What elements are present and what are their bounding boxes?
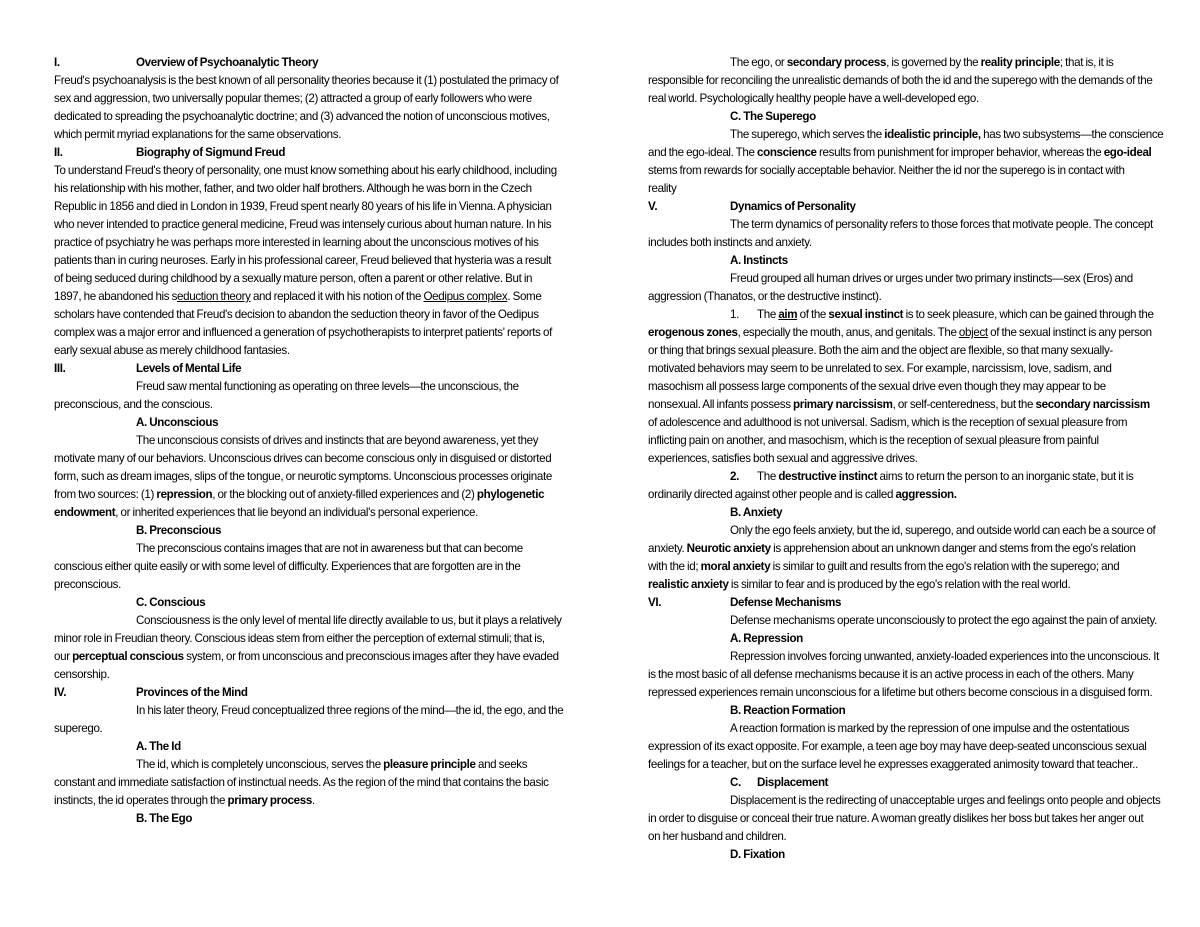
section-number: III. <box>54 362 66 375</box>
subsection-title: C. Conscious <box>136 596 206 609</box>
text-run: instincts, the id operates through the <box>54 794 228 807</box>
bold-term: pleasure principle <box>383 758 476 771</box>
text-run: results from punishment for improper behavior, whereas the <box>816 146 1104 159</box>
paragraph-line: includes both instincts and anxiety. <box>648 236 812 249</box>
subsection-label: Displacement <box>757 776 829 789</box>
bold-term: perceptual conscious <box>72 650 184 663</box>
section-heading <box>54 144 590 162</box>
paragraph-line <box>54 504 590 522</box>
paragraph-line: preconscious, and the conscious. <box>54 398 213 411</box>
underlined-term: object <box>958 326 988 339</box>
paragraph-line: Displacement is the redirecting of unacceptable urges and feelings onto people and objects <box>730 794 1161 807</box>
text-run: The ego, or <box>730 56 787 69</box>
text-run: The <box>757 470 779 483</box>
section-heading <box>648 198 1182 216</box>
section-title: Levels of Mental Life <box>136 362 242 375</box>
paragraph-line: experiences, satisfies both sexual and aggressive drives. <box>648 452 918 465</box>
paragraph-line: In his later theory, Freud conceptualized three regions of the mind—the id, the ego, and the <box>136 704 564 717</box>
paragraph-line: motivated behaviors may seem to be unrelated to sex. For example, narcissism, love, sadism, and <box>648 362 1112 375</box>
text-run: is apprehension about an unknown danger and stems from the ego's relation <box>770 542 1136 555</box>
paragraph-line: masochism all possess large components of the sexual drive even though they may appear to be <box>648 380 1106 393</box>
text-run: and the ego-ideal. The <box>648 146 757 159</box>
text-run: ; that is, it is <box>1059 56 1114 69</box>
text-run: , or self-centeredness, but the <box>892 398 1036 411</box>
text-run: of the sexual instinct is any person <box>987 326 1152 339</box>
underlined-term: aim <box>778 308 798 321</box>
subsection-title: A. Instincts <box>730 254 788 267</box>
bold-term: sexual instinct <box>828 308 904 321</box>
paragraph-line: repressed experiences remain unconscious for a lifetime but others become conscious in a disguised form. <box>648 686 1153 699</box>
paragraph-line: who never intended to practice general medicine, Freud was intensely curious about human nature. In his <box>54 218 552 231</box>
bold-term: primary narcissism <box>793 398 893 411</box>
bold-term: idealistic principle, <box>884 128 981 141</box>
text-run: of the <box>797 308 829 321</box>
paragraph-line: responsible for reconciling the unrealistic demands of both the id and the superego with the demands of the <box>648 74 1153 87</box>
bold-term: Neurotic anxiety <box>686 542 771 555</box>
right-column <box>648 54 1182 864</box>
bold-term: realistic anxiety <box>648 578 729 591</box>
text-run: , or the blocking out of anxiety-filled experiences and (2) <box>212 488 477 501</box>
paragraph-line: complex was a major error and influenced a generation of psychotherapists to interpret patients' reports of <box>54 326 552 339</box>
paragraph-line <box>54 486 590 504</box>
paragraph-line: practice of psychiatry he was perhaps more interested in learning about the unconscious motives of his <box>54 236 539 249</box>
subsection-title: D. Fixation <box>730 848 785 861</box>
paragraph-line: in order to disguise or conceal their true nature. A woman greatly dislikes her boss but takes her anger out <box>648 812 1144 825</box>
section-title: Biography of Sigmund Freud <box>136 146 286 159</box>
text-run: aims to return the person to an inorganic state, but it is <box>877 470 1134 483</box>
paragraph-line: scholars have contended that Freud's decision to abandon the seduction theory in favor of the Oedipus <box>54 308 539 321</box>
underlined-term: eduction theory <box>177 290 251 303</box>
bold-term: destructive instinct <box>778 470 878 483</box>
subsection-number: C. <box>730 776 741 789</box>
section-heading <box>648 594 1182 612</box>
subsection-title: C. The Superego <box>730 110 816 123</box>
paragraph-line: censorship. <box>54 668 110 681</box>
paragraph-line: which permit myriad explanations for the same observations. <box>54 128 342 141</box>
paragraph-line: feelings for a teacher, but on the surface level he expresses exaggerated animosity toward that teacher.. <box>648 758 1139 771</box>
paragraph-line: early sexual abuse as merely childhood fantasies. <box>54 344 290 357</box>
text-run: is similar to fear and is produced by the ego's relation with the real world. <box>728 578 1071 591</box>
text-run: nonsexual. All infants possess <box>648 398 794 411</box>
text-run: is similar to guilt and results from the ego's relation with the superego; and <box>770 560 1120 573</box>
paragraph-line: A reaction formation is marked by the repression of one impulse and the ostentatious <box>730 722 1130 735</box>
section-number: I. <box>54 56 60 69</box>
paragraph-line: stems from rewards for socially acceptable behavior. Neither the id nor the superego is in contact with <box>648 164 1125 177</box>
paragraph-line <box>648 468 1182 486</box>
paragraph-line <box>648 558 1182 576</box>
paragraph-line: Defense mechanisms operate unconsciously to protect the ego against the pain of anxiety. <box>730 614 1158 627</box>
paragraph-line: The term dynamics of personality refers to those forces that motivate people. The concept <box>730 218 1153 231</box>
text-run: The id, which is completely unconscious, serves the <box>136 758 384 771</box>
text-run: has two subsystems—the conscience <box>980 128 1164 141</box>
paragraph-line: constant and immediate satisfaction of instinctual needs. As the region of the mind that contains the basic <box>54 776 549 789</box>
section-title: Overview of Psychoanalytic Theory <box>136 56 319 69</box>
paragraph-line <box>54 648 590 666</box>
paragraph-line: expression of its exact opposite. For example, a teen age boy may have deep-seated unconscious sexual <box>648 740 1147 753</box>
subsection-title: B. The Ego <box>136 812 193 825</box>
paragraph-line: Freud saw mental functioning as operating on three levels—the unconscious, the <box>136 380 519 393</box>
section-title: Provinces of the Mind <box>136 686 248 699</box>
paragraph-line: Repression involves forcing unwanted, anxiety-loaded experiences into the unconscious. It <box>730 650 1160 663</box>
paragraph-line <box>648 126 1182 144</box>
section-number: VI. <box>648 596 662 609</box>
bold-term: primary process <box>227 794 312 807</box>
subsection-title: A. The Id <box>136 740 181 753</box>
paragraph-line <box>648 486 1182 504</box>
subsection-title: A. Unconscious <box>136 416 219 429</box>
paragraph-line <box>648 576 1182 594</box>
paragraph-line: conscious either quite easily or with some level of difficulty. Experiences that are forgotten are in the <box>54 560 521 573</box>
paragraph-line: his relationship with his mother, father, and two older half brothers. Although he was born in the Czech <box>54 182 532 195</box>
paragraph-line: Consciousness is the only level of mental life directly available to us, but it plays a relatively <box>136 614 562 627</box>
section-number: II. <box>54 146 63 159</box>
bold-term: conscience <box>756 146 817 159</box>
paragraph-line: dedicated to spreading the psychoanalytic doctrine; and (3) advanced the notion of unconscious motives, <box>54 110 550 123</box>
paragraph-line <box>54 288 590 306</box>
bold-term: secondary narcissism <box>1035 398 1150 411</box>
section-heading <box>54 684 590 702</box>
paragraph-line: or thing that brings sexual pleasure. Both the aim and the object are flexible, so that many sexually- <box>648 344 1113 357</box>
bold-term: aggression. <box>895 488 957 501</box>
paragraph-line: superego. <box>54 722 103 735</box>
bold-term: ego-ideal <box>1103 146 1152 159</box>
paragraph-line <box>648 306 1182 324</box>
left-column <box>54 54 590 828</box>
paragraph-line: aggression (Thanatos, or the destructive instinct). <box>648 290 882 303</box>
paragraph-line: The preconscious contains images that are not in awareness but that can become <box>136 542 523 555</box>
section-title: Dynamics of Personality <box>730 200 856 213</box>
paragraph-line: minor role in Freudian theory. Conscious ideas stem from either the perception of external stimuli; that is, <box>54 632 545 645</box>
paragraph-line: The unconscious consists of drives and instincts that are beyond awareness, yet they <box>136 434 539 447</box>
bold-term: repression <box>156 488 213 501</box>
paragraph-line: motivate many of our behaviors. Unconscious drives can become conscious only in disguised or distorted <box>54 452 552 465</box>
bold-term: erogenous zones <box>648 326 738 339</box>
paragraph-line: To understand Freud's theory of personality, one must know something about his early childhood, including <box>54 164 557 177</box>
subsection-title: A. Repression <box>730 632 803 645</box>
paragraph-line <box>648 324 1182 342</box>
paragraph-line: Freud grouped all human drives or urges under two primary instincts—sex (Eros) and <box>730 272 1133 285</box>
paragraph-line: real world. Psychologically healthy people have a well-developed ego. <box>648 92 979 105</box>
text-run: , or inherited experiences that lie beyond an individual's personal experience. <box>115 506 478 519</box>
text-run: , especially the mouth, anus, and genitals. The <box>737 326 959 339</box>
section-heading <box>54 54 590 72</box>
section-number: V. <box>648 200 658 213</box>
text-run: The superego, which serves the <box>730 128 885 141</box>
bold-term: reality principle <box>980 56 1060 69</box>
bold-term: secondary process <box>786 56 887 69</box>
text-run: ordinarily directed against other people and is called <box>648 488 896 501</box>
subsection-title: B. Preconscious <box>136 524 222 537</box>
text-run: with the id; <box>648 560 701 573</box>
text-run: . <box>311 794 315 807</box>
paragraph-line <box>648 144 1182 162</box>
paragraph-line <box>54 792 590 810</box>
paragraph-line: on her husband and children. <box>648 830 787 843</box>
list-number: 2. <box>730 470 739 483</box>
paragraph-line: preconscious. <box>54 578 121 591</box>
text-run: . Some <box>507 290 542 303</box>
paragraph-line: sex and aggression, two universally popular themes; (2) attracted a group of early followers who were <box>54 92 532 105</box>
paragraph-line: of being seduced during childhood by a sexually mature person, often a parent or other relative. But in <box>54 272 533 285</box>
bold-term: endowment <box>54 506 116 519</box>
paragraph-line: patients than in curing neuroses. Early in his professional career, Freud believed that hysteria was a result <box>54 254 552 267</box>
text-run: is to seek pleasure, which can be gained through the <box>903 308 1154 321</box>
bold-term: moral anxiety <box>700 560 771 573</box>
text-run: our <box>54 650 73 663</box>
paragraph-line: Only the ego feels anxiety, but the id, superego, and outside world can each be a source of <box>730 524 1156 537</box>
text-run: and seeks <box>475 758 528 771</box>
paragraph-line: inflicting pain on another, and masochism, which is the reception of sexual pleasure from painful <box>648 434 1099 447</box>
text-run: , is governed by the <box>886 56 981 69</box>
text-run: system, or from unconscious and preconscious images after they have evaded <box>183 650 559 663</box>
underlined-term: Oedipus complex <box>423 290 508 303</box>
paragraph-line <box>648 54 1182 72</box>
section-title: Defense Mechanisms <box>730 596 842 609</box>
list-number: 1. <box>730 308 739 321</box>
text-run: 1897, he abandoned his s <box>54 290 178 303</box>
paragraph-line: Republic in 1856 and died in London in 1939, Freud spent nearly 80 years of his life in Vienna. A physician <box>54 200 552 213</box>
text-run: and replaced it with his notion of the <box>250 290 424 303</box>
section-number: IV. <box>54 686 67 699</box>
paragraph-line <box>54 756 590 774</box>
bold-term: phylogenetic <box>476 488 545 501</box>
paragraph-line: is the most basic of all defense mechanisms because it is an active process in each of the others. Many <box>648 668 1134 681</box>
text-run: The <box>757 308 779 321</box>
paragraph-line: of adolescence and adulthood is not universal. Sadism, which is the reception of sexual pleasure from <box>648 416 1128 429</box>
text-run: from two sources: (1) <box>54 488 157 501</box>
paragraph-line: form, such as dream images, slips of the tongue, or neurotic symptoms. Unconscious processes originate <box>54 470 552 483</box>
paragraph-line <box>648 540 1182 558</box>
section-heading <box>54 360 590 378</box>
text-run: anxiety. <box>648 542 687 555</box>
subsection-title <box>648 774 1182 792</box>
paragraph-line <box>648 396 1182 414</box>
subsection-title: B. Reaction Formation <box>730 704 846 717</box>
paragraph-line: reality <box>648 182 677 195</box>
subsection-title: B. Anxiety <box>730 506 783 519</box>
paragraph-line: Freud's psychoanalysis is the best known of all personality theories because it (1) postulated the primacy of <box>54 74 559 87</box>
